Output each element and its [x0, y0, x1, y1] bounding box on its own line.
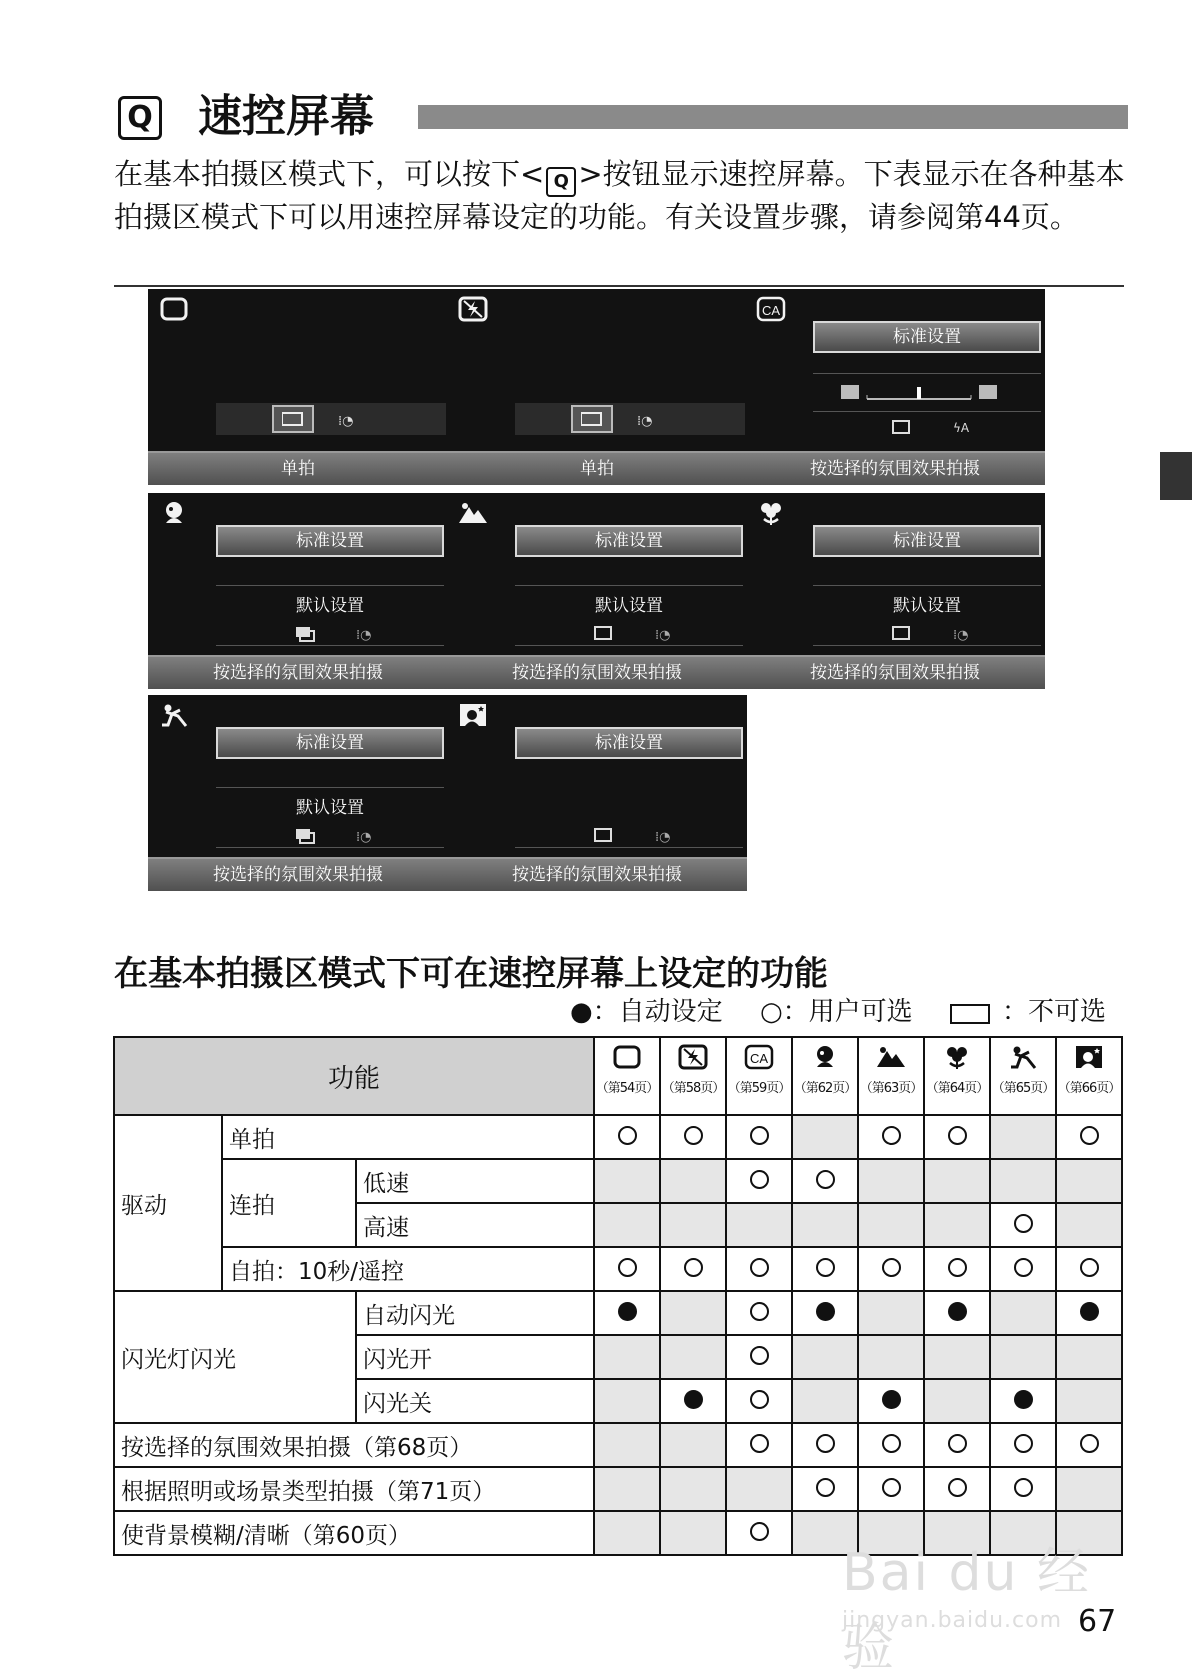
mode-col	[858, 1037, 924, 1115]
standard-setting-button[interactable]: 标准设置	[216, 727, 444, 759]
not-selectable-cell	[594, 1423, 660, 1467]
svg-text:CA: CA	[749, 1051, 769, 1066]
portrait-icon	[809, 1043, 841, 1071]
open-circle-icon	[1014, 1258, 1033, 1277]
flash-off-label: 闪光关	[356, 1379, 594, 1423]
open-circle-icon	[750, 1170, 769, 1189]
page-title: 速控屏幕	[198, 91, 374, 142]
mode-col	[792, 1037, 858, 1115]
filled-circle-icon	[1014, 1390, 1033, 1409]
divider-line	[813, 373, 1041, 374]
baidu-watermark	[838, 1528, 1118, 1678]
user-selectable-cell	[726, 1511, 792, 1555]
not-selectable-cell	[990, 1115, 1056, 1159]
user-selectable-cell	[924, 1247, 990, 1291]
open-circle-icon	[816, 1434, 835, 1453]
svg-text:⁞◔: ⁞◔	[356, 628, 372, 643]
sports-icon	[1007, 1043, 1039, 1071]
not-selectable-cell	[660, 1335, 726, 1379]
not-selectable-cell	[594, 1511, 660, 1555]
not-selectable-cell	[660, 1467, 726, 1511]
self-timer-label: 自拍：10秒/遥控	[222, 1247, 594, 1291]
not-selectable-cell	[594, 1467, 660, 1511]
page-ref: （第54页）	[595, 1081, 659, 1096]
user-selectable-cell	[1056, 1423, 1122, 1467]
divider-line	[515, 645, 743, 646]
user-selectable-cell	[858, 1115, 924, 1159]
user-selectable-cell	[990, 1467, 1056, 1511]
user-selectable-cell	[792, 1247, 858, 1291]
user-selectable-cell	[924, 1115, 990, 1159]
drive-label: 驱动	[114, 1115, 222, 1291]
divider-line	[813, 645, 1041, 646]
page-ref: （第64页）	[925, 1081, 989, 1096]
page-ref: （第58页）	[661, 1081, 725, 1096]
not-selectable-cell	[660, 1511, 726, 1555]
section-title: 在基本拍摄区模式下可在速控屏幕上设定的功能	[114, 954, 828, 994]
auto-set-cell	[858, 1379, 924, 1423]
not-selectable-cell	[594, 1203, 660, 1247]
not-selectable-cell	[660, 1159, 726, 1203]
not-selectable-cell	[990, 1335, 1056, 1379]
legend	[570, 994, 1130, 1030]
function-header: 功能	[114, 1037, 594, 1115]
full-auto-icon	[158, 295, 184, 317]
night-portrait-icon	[457, 701, 483, 723]
divider-line	[813, 411, 1041, 412]
not-selectable-cell	[924, 1379, 990, 1423]
user-selectable-cell	[792, 1159, 858, 1203]
svg-text:ϟA: ϟA	[953, 421, 970, 435]
user-selectable-cell	[726, 1423, 792, 1467]
function-table	[113, 1036, 1123, 1556]
mode-screen	[745, 493, 1045, 689]
open-circle-icon	[816, 1258, 835, 1277]
open-circle-icon	[750, 1522, 769, 1541]
user-selectable-cell	[594, 1247, 660, 1291]
user-selectable-cell	[726, 1115, 792, 1159]
not-selectable-cell	[594, 1159, 660, 1203]
open-circle-icon	[948, 1258, 967, 1277]
table-row	[114, 1291, 1122, 1335]
mode-col	[1056, 1037, 1122, 1115]
not-selectable-cell	[858, 1335, 924, 1379]
watermark-url: jingyan.baidu.com	[842, 1608, 1063, 1633]
divider-line	[515, 847, 743, 848]
table-row	[114, 1247, 1122, 1291]
user-selectable-cell	[726, 1335, 792, 1379]
not-selectable-cell	[660, 1423, 726, 1467]
open-circle-icon	[750, 1302, 769, 1321]
legend-na-box	[950, 1004, 990, 1024]
mode-col	[726, 1037, 792, 1115]
blur-slider[interactable]	[841, 381, 1001, 407]
creative-auto-icon	[743, 1043, 775, 1071]
filled-circle-icon	[684, 1390, 703, 1409]
user-selectable-cell	[990, 1247, 1056, 1291]
default-setting-label: 默认设置	[893, 596, 961, 616]
chapter-tab	[1160, 452, 1192, 500]
user-selectable-cell	[924, 1423, 990, 1467]
user-selectable-cell	[726, 1159, 792, 1203]
drive-mode-icons	[593, 623, 693, 645]
high-speed-label: 高速	[356, 1203, 594, 1247]
mode-col	[660, 1037, 726, 1115]
mode-screen	[148, 289, 448, 485]
default-setting-label: 默认设置	[296, 798, 364, 818]
not-selectable-cell	[924, 1203, 990, 1247]
table-row	[114, 1159, 1122, 1203]
svg-text:⁞◔: ⁞◔	[637, 414, 653, 429]
screen-caption: 按选择的氛围效果拍摄	[148, 857, 448, 891]
screen-caption: 按选择的氛围效果拍摄	[745, 451, 1045, 485]
filled-circle-icon	[1080, 1302, 1099, 1321]
not-selectable-cell	[792, 1379, 858, 1423]
drive-flash-row	[891, 417, 991, 437]
auto-set-cell	[594, 1291, 660, 1335]
user-selectable-cell	[792, 1423, 858, 1467]
open-circle-icon	[1080, 1126, 1099, 1145]
open-circle-icon	[948, 1434, 967, 1453]
user-selectable-cell	[792, 1467, 858, 1511]
not-selectable-cell	[858, 1291, 924, 1335]
not-selectable-cell	[1056, 1203, 1122, 1247]
user-selectable-cell	[990, 1423, 1056, 1467]
full-auto-icon	[611, 1043, 643, 1071]
filled-circle-icon	[618, 1302, 637, 1321]
user-selectable-cell	[660, 1115, 726, 1159]
not-selectable-cell	[726, 1203, 792, 1247]
page-ref: （第59页）	[727, 1081, 791, 1096]
not-selectable-cell	[1056, 1335, 1122, 1379]
open-circle-icon	[750, 1258, 769, 1277]
not-selectable-cell	[594, 1335, 660, 1379]
user-selectable-cell	[660, 1247, 726, 1291]
svg-text:⁞◔: ⁞◔	[655, 830, 671, 845]
standard-setting-button[interactable]: 标准设置	[515, 525, 743, 557]
auto-set-cell	[1056, 1291, 1122, 1335]
auto-set-cell	[792, 1291, 858, 1335]
standard-setting-button[interactable]: 标准设置	[515, 727, 743, 759]
screen-caption: 单拍	[148, 451, 448, 485]
open-circle-icon	[882, 1478, 901, 1497]
not-selectable-cell	[924, 1159, 990, 1203]
user-selectable-cell	[594, 1115, 660, 1159]
auto-set-cell	[924, 1291, 990, 1335]
user-selectable-cell	[1056, 1247, 1122, 1291]
landscape-icon	[457, 499, 483, 521]
close-up-icon	[941, 1043, 973, 1071]
open-circle-icon	[750, 1126, 769, 1145]
ambience-label: 按选择的氛围效果拍摄（第68页）	[114, 1423, 594, 1467]
not-selectable-cell	[594, 1379, 660, 1423]
mode-screen	[148, 493, 448, 689]
standard-setting-button[interactable]: 标准设置	[813, 321, 1041, 353]
user-selectable-cell	[1056, 1115, 1122, 1159]
filled-circle-icon	[816, 1302, 835, 1321]
user-selectable-cell	[858, 1467, 924, 1511]
mode-screen	[148, 695, 448, 891]
single-shot-icon	[581, 411, 671, 429]
page-header	[118, 90, 1128, 144]
page-ref: （第66页）	[1057, 1081, 1121, 1096]
not-selectable-cell	[1056, 1467, 1122, 1511]
svg-text:⁞◔: ⁞◔	[655, 628, 671, 643]
svg-text:⁞◔: ⁞◔	[338, 414, 354, 429]
svg-text:CA: CA	[761, 303, 781, 318]
user-selectable-cell	[726, 1291, 792, 1335]
night-portrait-icon	[1073, 1043, 1105, 1071]
page-number: 67	[1078, 1604, 1117, 1639]
not-selectable-cell	[924, 1335, 990, 1379]
open-circle-icon	[618, 1126, 637, 1145]
drive-mode-icons	[294, 825, 394, 847]
divider-line	[216, 645, 444, 646]
open-circle-icon	[750, 1434, 769, 1453]
landscape-icon	[875, 1043, 907, 1071]
mode-col	[924, 1037, 990, 1115]
open-circle-icon	[882, 1258, 901, 1277]
not-selectable-cell	[792, 1115, 858, 1159]
not-selectable-cell	[858, 1159, 924, 1203]
not-selectable-cell	[1056, 1159, 1122, 1203]
svg-text:⁞◔: ⁞◔	[356, 830, 372, 845]
user-selectable-cell	[726, 1379, 792, 1423]
page-ref: （第65页）	[991, 1081, 1055, 1096]
table-row	[114, 1115, 1122, 1159]
legend-auto: ●：自动设定	[570, 997, 723, 1027]
divider-line	[216, 585, 444, 586]
single-shot-icon	[282, 411, 372, 429]
not-selectable-cell	[660, 1203, 726, 1247]
portrait-icon	[158, 499, 184, 521]
screen-caption: 按选择的氛围效果拍摄	[447, 857, 747, 891]
not-selectable-cell	[858, 1203, 924, 1247]
open-circle-icon	[1014, 1478, 1033, 1497]
mode-col	[594, 1037, 660, 1115]
standard-setting-button[interactable]: 标准设置	[216, 525, 444, 557]
not-selectable-cell	[1056, 1379, 1122, 1423]
auto-set-cell	[990, 1379, 1056, 1423]
flash-off-icon	[457, 295, 483, 317]
user-selectable-cell	[858, 1247, 924, 1291]
open-circle-icon	[1080, 1434, 1099, 1453]
filled-circle-icon	[948, 1302, 967, 1321]
user-selectable-cell	[726, 1247, 792, 1291]
close-up-icon	[755, 499, 781, 521]
default-setting-label: 默认设置	[595, 596, 663, 616]
creative-auto-icon	[755, 295, 781, 317]
open-circle-icon	[948, 1126, 967, 1145]
auto-flash-label: 自动闪光	[356, 1291, 594, 1335]
legend-user: ○：用户可选	[760, 997, 913, 1027]
divider-line	[515, 585, 743, 586]
divider-line	[813, 585, 1041, 586]
default-setting-label: 默认设置	[296, 596, 364, 616]
q-key-inline-icon: Q	[546, 167, 576, 197]
not-selectable-cell	[660, 1291, 726, 1335]
q-key-icon: Q	[118, 96, 162, 140]
screen-caption: 按选择的氛围效果拍摄	[447, 655, 747, 689]
not-selectable-cell	[792, 1335, 858, 1379]
open-circle-icon	[816, 1170, 835, 1189]
open-circle-icon	[882, 1126, 901, 1145]
not-selectable-cell	[990, 1159, 1056, 1203]
svg-text:⁞◔: ⁞◔	[953, 628, 969, 643]
flash-off-icon	[677, 1043, 709, 1071]
divider-line	[216, 787, 444, 788]
mode-screen	[447, 695, 747, 891]
open-circle-icon	[684, 1258, 703, 1277]
page-ref: （第63页）	[859, 1081, 923, 1096]
not-selectable-cell	[792, 1203, 858, 1247]
page-ref: （第62页）	[793, 1081, 857, 1096]
user-selectable-cell	[924, 1467, 990, 1511]
blur-label: 使背景模糊/清晰（第60页）	[114, 1511, 594, 1555]
mode-screen	[447, 493, 747, 689]
intro-paragraph: 在基本拍摄区模式下，可以按下< Q >按钮显示速控屏幕。下表显示在各种基本拍摄区模式下可以用速控屏幕设定的功能。有关设置步骤，请参阅第44页。	[114, 157, 1125, 234]
legend-na: ：不可选	[1002, 997, 1107, 1027]
table-row	[114, 1423, 1122, 1467]
continuous-label: 连拍	[222, 1159, 356, 1247]
open-circle-icon	[750, 1346, 769, 1365]
screen-caption: 按选择的氛围效果拍摄	[148, 655, 448, 689]
user-selectable-cell	[858, 1423, 924, 1467]
drive-mode-icons	[294, 623, 394, 645]
open-circle-icon	[1014, 1434, 1033, 1453]
divider-line	[216, 847, 444, 848]
single-label: 单拍	[222, 1115, 594, 1159]
standard-setting-button[interactable]: 标准设置	[813, 525, 1041, 557]
watermark-brand: Bai du 经验	[842, 1543, 1092, 1678]
title-rule	[418, 105, 1128, 129]
filled-circle-icon	[882, 1390, 901, 1409]
low-speed-label: 低速	[356, 1159, 594, 1203]
screen-caption: 单拍	[447, 451, 747, 485]
mode-screen	[745, 289, 1045, 485]
open-circle-icon	[1014, 1214, 1033, 1233]
open-circle-icon	[948, 1478, 967, 1497]
open-circle-icon	[1080, 1258, 1099, 1277]
mode-screen	[447, 289, 747, 485]
user-selectable-cell	[990, 1203, 1056, 1247]
divider	[114, 285, 1124, 287]
open-circle-icon	[684, 1126, 703, 1145]
not-selectable-cell	[726, 1467, 792, 1511]
flash-on-label: 闪光开	[356, 1335, 594, 1379]
auto-set-cell	[660, 1379, 726, 1423]
table-row	[114, 1467, 1122, 1511]
mode-col	[990, 1037, 1056, 1115]
drive-mode-icons	[593, 825, 693, 847]
not-selectable-cell	[990, 1291, 1056, 1335]
open-circle-icon	[750, 1390, 769, 1409]
sports-icon	[158, 701, 184, 723]
light-scene-label: 根据照明或场景类型拍摄（第71页）	[114, 1467, 594, 1511]
screen-caption: 按选择的氛围效果拍摄	[745, 655, 1045, 689]
drive-mode-icons	[891, 623, 991, 645]
open-circle-icon	[618, 1258, 637, 1277]
open-circle-icon	[882, 1434, 901, 1453]
flash-label: 闪光灯闪光	[114, 1291, 356, 1423]
open-circle-icon	[816, 1478, 835, 1497]
